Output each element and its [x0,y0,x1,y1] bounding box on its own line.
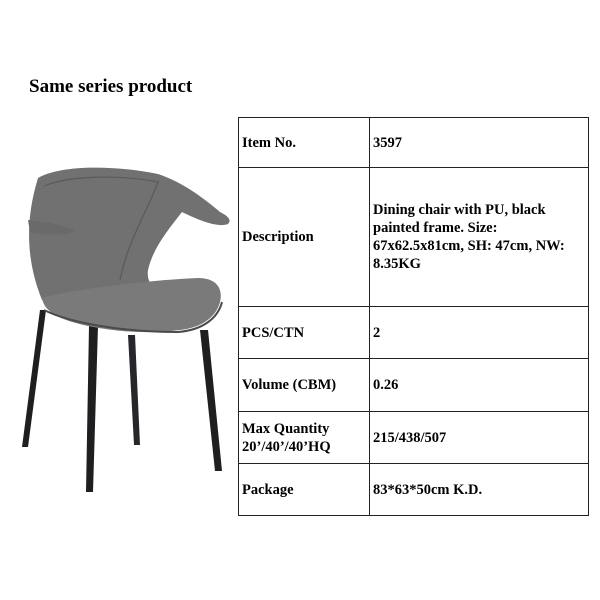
chair-image [8,160,238,500]
chair-leg-front-right [200,330,222,471]
chair-illustration [8,160,238,500]
row-value-pcs-ctn: 2 [370,307,589,359]
row-value-max-quantity: 215/438/507 [370,412,589,464]
row-label-pcs-ctn: PCS/CTN [239,307,370,359]
row-value-item-no: 3597 [370,118,589,168]
chair-leg-front-left [86,326,98,492]
table-row [239,359,589,412]
table-row [239,168,589,307]
table-row [239,464,589,516]
row-label-description: Description [239,168,370,307]
table-row [239,412,589,464]
row-label-item-no: Item No. [239,118,370,168]
row-label-max-quantity: Max Quantity 20’/40’/40’HQ [239,412,370,464]
section-heading: Same series product [29,76,193,97]
table-row [239,307,589,359]
row-label-volume: Volume (CBM) [239,359,370,412]
chair-leg-back-left [22,310,46,447]
product-spec-table [238,117,589,516]
chair-leg-back-right [128,335,140,445]
row-value-volume: 0.26 [370,359,589,412]
row-value-description: Dining chair with PU, black painted frame. Size: 67x62.5x81cm, SH: 47cm, NW: 8.35KG [370,168,589,307]
row-label-package: Package [239,464,370,516]
table-row [239,118,589,168]
row-value-package: 83*63*50cm K.D. [370,464,589,516]
